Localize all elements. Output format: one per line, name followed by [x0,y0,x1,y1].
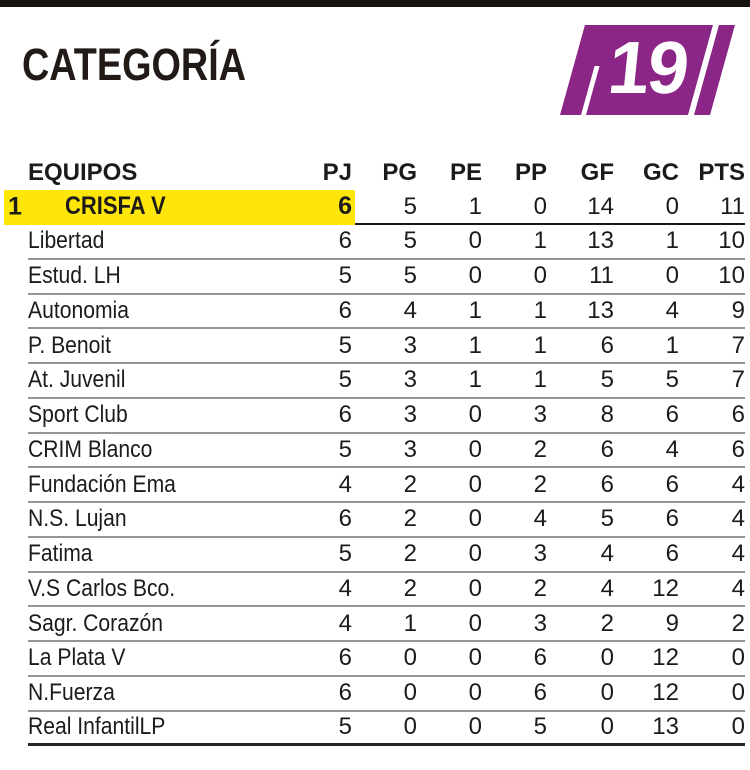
stat-pj: 4 [338,574,352,602]
stat-gf: 8 [600,401,614,429]
table-row [8,190,745,225]
stat-gc: 4 [665,435,679,463]
stat-pts: 0 [731,644,745,672]
stat-pts: 0 [731,679,745,707]
stat-gf: 11 [589,262,614,290]
team-name [28,505,298,533]
column-header-pj: PJ [322,158,352,186]
stat-pj: 5 [338,713,352,741]
stat-gc: 6 [665,505,679,533]
stat-pts: 2 [731,609,745,637]
stat-gc: 1 [665,227,679,255]
stat-pts: 4 [731,574,745,602]
stat-gf: 4 [600,540,614,568]
stat-gc: 4 [665,296,679,324]
stat-pg: 2 [403,505,417,533]
team-name-label: CRIM Blanco [28,435,153,463]
stat-pe: 0 [468,262,482,290]
stat-pts: 10 [718,262,745,290]
team-name [28,610,298,638]
stat-pj: 5 [338,540,352,568]
stat-pg: 4 [403,296,417,324]
table-row [28,642,745,677]
stat-gc: 6 [665,401,679,429]
stat-pj: 6 [338,505,352,533]
stat-pg: 0 [403,713,417,741]
team-name [28,332,298,360]
stat-pp: 6 [533,644,547,672]
stat-pe: 0 [468,401,482,429]
team-name [28,713,298,741]
team-name [28,297,298,325]
stat-pj: 5 [338,262,352,290]
team-name-label: Estud. LH [28,262,121,290]
team-name-label: N.S. Lujan [28,505,127,533]
team-name-label: Fatima [28,540,93,568]
team-name [28,192,298,221]
team-name [28,471,298,499]
stat-pj: 6 [338,296,352,324]
team-name [28,679,298,707]
table-row [28,225,745,260]
column-header-pg: PG [382,158,417,186]
team-name [28,436,298,464]
stat-pe: 1 [468,192,482,220]
stat-pts: 4 [731,470,745,498]
stat-gf: 13 [587,227,614,255]
team-name-label: N.Fuerza [28,679,115,707]
stat-pj: 6 [338,192,352,220]
table-row [28,468,745,503]
page-title: CATEGORÍA [22,39,247,90]
stat-pp: 5 [533,713,547,741]
team-name-label: Libertad [28,227,105,255]
stat-pe: 0 [468,470,482,498]
column-header-pp: PP [514,158,547,186]
stat-pp: 2 [533,435,547,463]
stat-pe: 0 [468,227,482,255]
table-header-row [28,155,745,190]
stat-pts: 4 [731,505,745,533]
stat-pp: 1 [533,227,547,255]
stat-gf: 14 [587,192,614,220]
table-row [28,573,745,608]
category-number-badge [560,25,735,115]
stat-gc: 6 [665,540,679,568]
standings-table [8,155,745,746]
stat-pp: 2 [533,470,547,498]
team-name-label: V.S Carlos Bco. [28,574,176,602]
category-number: 19 [604,26,692,109]
team-name-label: La Plata V [28,644,126,672]
stat-pp: 1 [533,366,547,394]
badge-slash-icon [581,66,600,116]
stat-pts: 6 [731,435,745,463]
stat-pts: 0 [731,713,745,741]
stat-pe: 0 [468,505,482,533]
stat-pp: 4 [533,505,547,533]
team-name-label: CRISFA V [65,192,166,220]
table-row [28,364,745,399]
table-row [28,329,745,364]
team-name [28,540,298,568]
stat-pj: 6 [338,401,352,429]
stat-pe: 0 [468,540,482,568]
team-name [28,575,298,603]
stat-pg: 3 [403,401,417,429]
stat-pts: 10 [718,227,745,255]
table-row [28,712,745,747]
stat-pe: 0 [468,609,482,637]
table-row [28,538,745,573]
stat-pg: 0 [403,644,417,672]
table-row [28,607,745,642]
table-row [28,434,745,469]
team-name-label: Sagr. Corazón [28,609,164,637]
team-name [28,262,298,290]
stat-gf: 0 [600,713,614,741]
stat-pp: 2 [533,574,547,602]
stat-pe: 1 [468,366,482,394]
stat-pg: 2 [403,540,417,568]
team-name [28,227,298,255]
stat-pg: 5 [403,192,417,220]
stat-pe: 0 [468,679,482,707]
stat-pe: 0 [468,435,482,463]
stat-pp: 1 [533,296,547,324]
table-row [28,260,745,295]
stat-gc: 12 [652,679,679,707]
stat-pg: 2 [403,470,417,498]
stat-gc: 1 [665,331,679,359]
team-name [28,366,298,394]
stat-pts: 6 [731,401,745,429]
stat-pj: 6 [338,227,352,255]
stat-gc: 5 [665,366,679,394]
table-row [28,503,745,538]
stat-gf: 2 [600,609,614,637]
stat-pg: 0 [403,679,417,707]
stat-pp: 3 [533,609,547,637]
stat-gc: 13 [652,713,679,741]
column-header-gc: GC [643,158,679,186]
stat-gf: 5 [600,505,614,533]
stat-pj: 5 [338,435,352,463]
stat-pp: 3 [533,401,547,429]
stat-gf: 6 [600,331,614,359]
stat-pe: 1 [468,296,482,324]
team-name [28,644,298,672]
table-body [8,190,745,746]
stat-pe: 0 [468,574,482,602]
stat-pp: 0 [533,192,547,220]
stat-pp: 0 [533,262,547,290]
rank-number: 1 [8,192,22,220]
stat-pe: 1 [468,331,482,359]
stat-pg: 1 [403,609,417,637]
stat-pj: 6 [338,679,352,707]
stat-gf: 13 [587,296,614,324]
team-name [28,401,298,429]
stat-pp: 1 [533,331,547,359]
column-header-pts: PTS [698,158,745,186]
stat-pts: 7 [731,366,745,394]
stat-gc: 9 [665,609,679,637]
stat-gc: 0 [665,192,679,220]
stat-pg: 5 [403,262,417,290]
stat-pts: 7 [731,331,745,359]
stat-gf: 5 [600,366,614,394]
stat-pj: 6 [338,644,352,672]
stat-pts: 11 [720,192,745,220]
top-divider-bar [0,0,750,7]
stat-gc: 12 [652,644,679,672]
team-name-label: Fundación Ema [28,470,176,498]
stat-pg: 3 [403,366,417,394]
table-row [28,677,745,712]
team-name-label: Sport Club [28,401,128,429]
stat-pj: 5 [338,331,352,359]
stat-pg: 3 [403,331,417,359]
stat-gf: 0 [600,644,614,672]
stat-gf: 4 [600,574,614,602]
team-name-label: At. Juvenil [28,366,126,394]
table-row [28,295,745,330]
stat-pts: 4 [731,540,745,568]
team-name-label: P. Benoit [28,331,111,359]
stat-gc: 6 [665,470,679,498]
badge-slash-icon [688,25,719,115]
stat-pg: 2 [403,574,417,602]
stat-pe: 0 [468,644,482,672]
stat-gc: 12 [652,574,679,602]
stat-gf: 6 [600,470,614,498]
table-row [28,399,745,434]
stat-pts: 9 [731,296,745,324]
column-header-pe: PE [449,158,482,186]
stat-gf: 6 [600,435,614,463]
team-name-label: Real InfantilLP [28,713,166,741]
stat-pg: 5 [403,227,417,255]
stat-pj: 4 [338,470,352,498]
stat-pe: 0 [468,713,482,741]
column-header-equipos: EQUIPOS [28,158,138,186]
stat-pp: 6 [533,679,547,707]
stat-pj: 4 [338,609,352,637]
column-header-gf: GF [580,158,614,186]
stat-pg: 3 [403,435,417,463]
team-name-label: Autonomia [28,296,129,324]
stat-gc: 0 [665,262,679,290]
stat-pp: 3 [533,540,547,568]
stat-pj: 5 [338,366,352,394]
stat-gf: 0 [600,679,614,707]
